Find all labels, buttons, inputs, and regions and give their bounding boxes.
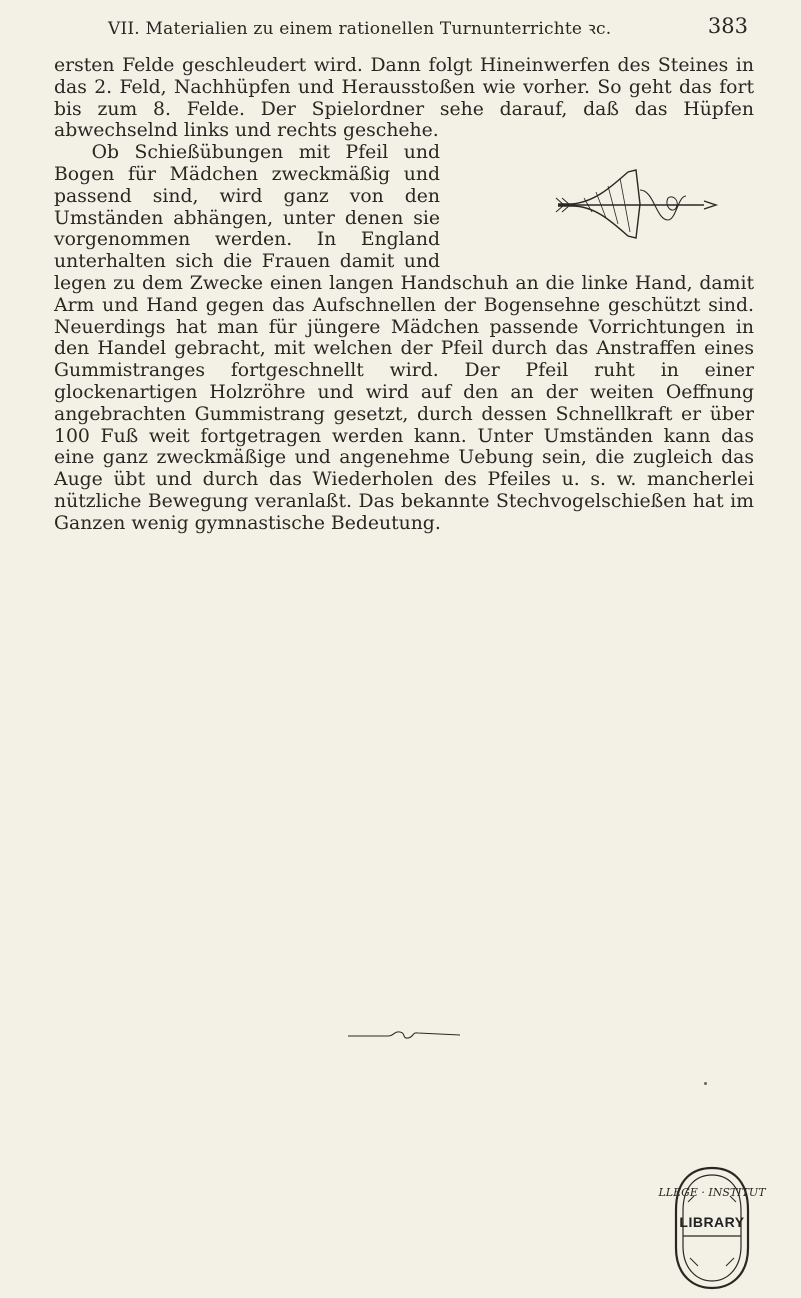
gum-arrow-device-illustration — [454, 146, 754, 256]
bell-tube-outline — [558, 170, 640, 238]
header-title: VII. Materialien zu einem rationellen Turnunterrichte ꝛc. — [108, 19, 612, 39]
body-text — [54, 55, 754, 535]
arrow-head — [704, 201, 716, 209]
stamp-label: LIBRARY — [679, 1214, 745, 1230]
page-number: 383 — [707, 14, 748, 38]
paragraph-continued: ersten Felde geschleudert wird. Dann folgt Hineinwerfen des Steines in das 2. Feld, Nachhüpfen und Herausstoßen wie vorher. So geht das fort bis zum 8. Felde. Der Spielordner sehe darauf, daß das Hüpfen abwechselnd links und rechts geschehe. — [54, 55, 754, 142]
running-header — [108, 14, 748, 44]
stamp-legend: LLEGE · INSTITUT — [658, 1186, 766, 1199]
paper-speck — [704, 1082, 707, 1085]
library-stamp — [658, 1164, 778, 1294]
gum-loop — [667, 197, 677, 210]
end-ornament — [346, 1030, 462, 1040]
paragraph: Ob Schießübungen mit Pfeil und Bogen für Mädchen zweckmäßig und passend sind, wird ganz von den Umständen abhängen, unter denen sie vorgenommen werden. In England unterhalten sich die Frauen damit und legen zu dem Zwecke einen langen Handschuh an die linke Hand, damit Arm und Hand gegen das Aufschnellen der Bogensehne geschützt sind. Neuerdings hat man für jüngere Mädchen passende Vorrichtungen in den Handel gebracht, mit welchen der Pfeil durch das Anstraffen eines Gummistranges fortgeschnellt wird. Der Pfeil ruht in einer glockenartigen Holzröhre und wird auf den an der weiten Oeffnung angebrachten Gummistrang gesetzt, durch dessen Schnellkraft er über 100 Fuß weit fortgetragen werden kann. Unter Umständen kann das eine ganz zweckmäßige und angenehme Uebung sein, die zugleich das Auge übt und durch das Wiederholen des Pfeiles u. s. w. mancherlei nützliche Bewegung veranlaßt. Das bekannte Stechvogelschießen hat im Ganzen wenig gymnastische Bedeutung. — [54, 142, 754, 534]
